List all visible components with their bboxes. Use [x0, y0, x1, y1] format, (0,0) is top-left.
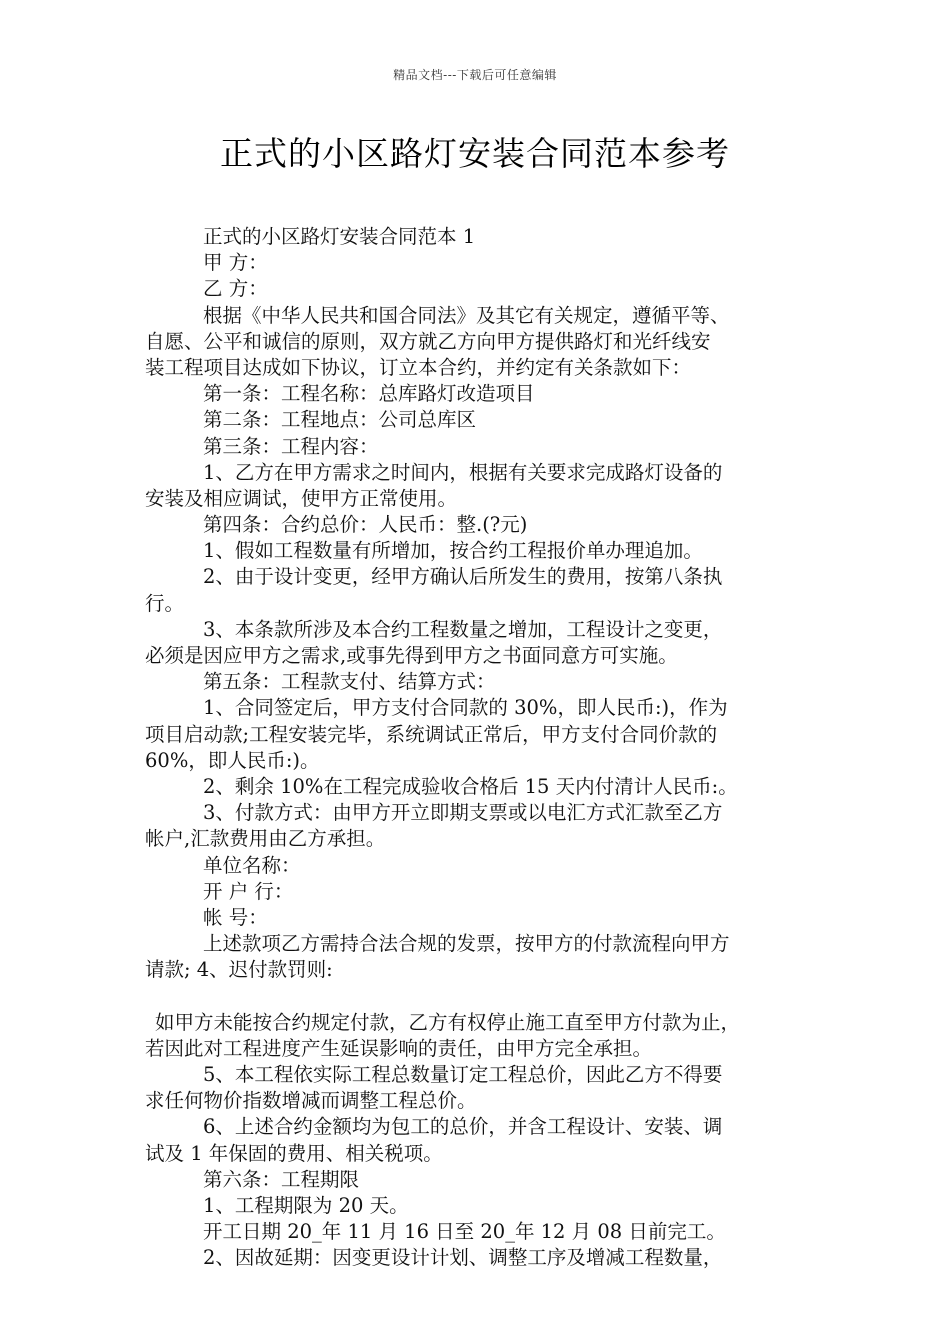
- paragraph-line: 3、本条款所涉及本合约工程数量之增加，工程设计之变更，: [203, 617, 723, 641]
- paragraph-line: 开 户 行：: [203, 879, 294, 903]
- paragraph-line: 安装及相应调试，使甲方正常使用。: [145, 486, 458, 510]
- paragraph-line: 5、本工程依实际工程总数量订定工程总价，因此乙方不得要: [203, 1063, 723, 1086]
- paragraph-line: 1、假如工程数量有所增加，按合约工程报价单办理追加。: [203, 539, 703, 563]
- paragraph-line: 第三条：工程内容：: [203, 434, 379, 458]
- paragraph-line: 第六条：工程期限: [203, 1167, 360, 1191]
- paragraph-line: 单位名称：: [203, 853, 301, 877]
- paragraph-line: 开工日期 20_年 11 月 16 日至 20_年 12 月 08 日前完工。: [203, 1220, 726, 1244]
- paragraph-line: 如甲方未能按合约规定付款，乙方有权停止施工直至甲方付款为止，: [155, 1010, 741, 1034]
- paragraph-line: 必须是因应甲方之需求,或事先得到甲方之书面同意方可实施。: [145, 644, 678, 667]
- header-note: 精品文档---下载后可任意编辑: [393, 68, 557, 82]
- paragraph-line: 6、上述合约金额均为包工的总价，并含工程设计、安装、调: [203, 1115, 723, 1139]
- paragraph-line: 求任何物价指数增减而调整工程总价。: [145, 1089, 477, 1113]
- blank-line: [145, 983, 815, 1009]
- paragraph-line: 项目启动款;工程安装完毕，系统调试正常后，甲方支付合同价款的: [145, 722, 718, 746]
- paragraph-line: 第四条：合约总价：人民币：整.(?元): [203, 513, 528, 537]
- paragraph-line: 上述款项乙方需持合法合规的发票，按甲方的付款流程向甲方: [203, 932, 730, 956]
- paragraph-line: 行。: [145, 591, 185, 615]
- paragraph-line: 2、剩余 10%在工程完成验收合格后 15 天内付清计人民币:。: [203, 774, 738, 798]
- paragraph-line: 2、因故延期：因变更设计计划、调整工序及增减工程数量，: [203, 1246, 723, 1270]
- paragraph-line: 自愿、公平和诚信的原则，双方就乙方向甲方提供路灯和光纤线安: [145, 329, 711, 353]
- paragraph-line: 请款; 4、迟付款罚则:: [145, 958, 333, 982]
- paragraph-line: 乙 方：: [203, 277, 268, 301]
- paragraph-line: 1、合同签定后，甲方支付合同款的 30%，即人民币:)，作为: [203, 696, 728, 720]
- paragraph-line: 2、由于设计变更，经甲方确认后所发生的费用，按第八条执: [203, 565, 723, 589]
- document-title: 正式的小区路灯安装合同范本参考: [220, 134, 730, 173]
- paragraph-line: 若因此对工程进度产生延误影响的责任，由甲方完全承担。: [145, 1036, 653, 1060]
- paragraph-line: 装工程项目达成如下协议，订立本合约，并约定有关条款如下：: [145, 355, 692, 379]
- paragraph-line: 甲 方：: [203, 251, 268, 275]
- paragraph-line: 第一条：工程名称：总库路灯改造项目: [203, 382, 535, 406]
- document-body: [145, 224, 815, 1272]
- paragraph-line: 帐 号：: [203, 905, 268, 929]
- paragraph-line: 60%，即人民币:)。: [145, 748, 320, 772]
- paragraph-line: 1、乙方在甲方需求之时间内，根据有关要求完成路灯设备的: [203, 460, 723, 484]
- paragraph-line: 1、工程期限为 20 天。: [203, 1193, 409, 1217]
- paragraph-line: 帐户,汇款费用由乙方承担。: [145, 827, 386, 851]
- paragraph-line: 第五条：工程款支付、结算方式：: [203, 670, 496, 694]
- paragraph-line: 3、付款方式：由甲方开立即期支票或以电汇方式汇款至乙方: [203, 801, 723, 825]
- paragraph-line: 试及 1 年保固的费用、相关税项。: [145, 1141, 443, 1165]
- paragraph-line: 根据《中华人民共和国合同法》及其它有关规定，遵循平等、: [203, 303, 730, 327]
- paragraph-line: 第二条：工程地点：公司总库区: [203, 408, 477, 432]
- paragraph-line: 正式的小区路灯安装合同范本 1: [203, 225, 476, 248]
